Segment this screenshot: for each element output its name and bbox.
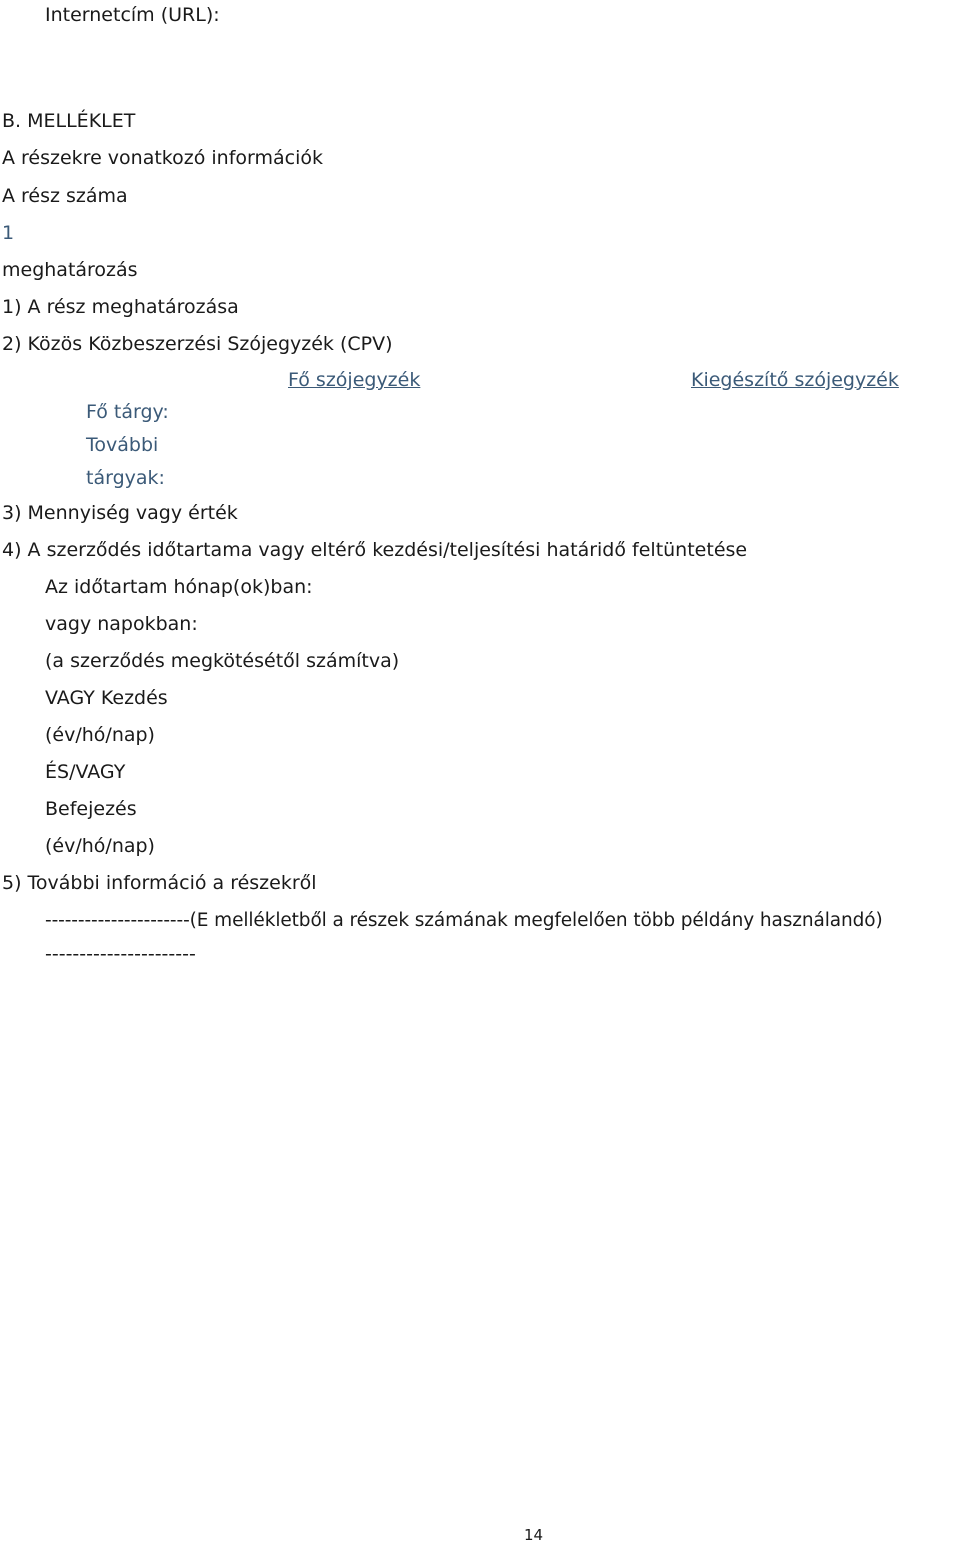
duration-days: vagy napokban:	[45, 613, 198, 635]
item-4-duration: 4) A szerződés időtartama vagy eltérő kezdési/teljesítési határidő feltüntetése	[2, 539, 748, 561]
item-2-cpv: 2) Közös Közbeszerzési Szójegyzék (CPV)	[2, 333, 393, 355]
duration-date-format-start: (év/hó/nap)	[45, 724, 155, 746]
item-3-quantity: 3) Mennyiség vagy érték	[2, 502, 238, 524]
duration-end: Befejezés	[45, 798, 137, 820]
cpv-supplementary-vocabulary-header: Kiegészítő szójegyzék	[691, 369, 899, 391]
cpv-additional-subject-label-2: tárgyak:	[86, 467, 165, 489]
duration-and-or: ÉS/VAGY	[45, 761, 126, 783]
cpv-main-subject-label: Fő tárgy:	[86, 401, 169, 423]
part-number-label: A rész száma	[2, 185, 128, 207]
annex-subtitle: A részekre vonatkozó információk	[2, 147, 324, 169]
duration-months: Az időtartam hónap(ok)ban:	[45, 576, 313, 598]
duration-from-contract: (a szerződés megkötésétől számítva)	[45, 650, 400, 672]
footer-note-line-2: ----------------------	[45, 943, 196, 965]
page-number: 14	[524, 1526, 544, 1544]
annex-heading: B. MELLÉKLET	[2, 110, 136, 132]
cpv-main-vocabulary-header: Fő szójegyzék	[288, 369, 421, 391]
item-5-additional-info: 5) További információ a részekről	[2, 872, 317, 894]
definition-label: meghatározás	[2, 259, 138, 281]
url-label: Internetcím (URL):	[45, 4, 220, 26]
duration-or-start: VAGY Kezdés	[45, 687, 168, 709]
part-number-value: 1	[2, 222, 15, 244]
footer-note-line-1: ----------------------(E mellékletből a részek számának megfelelően több példány használandó)	[45, 910, 883, 931]
item-1-part-definition: 1) A rész meghatározása	[2, 296, 239, 318]
cpv-additional-subject-label-1: További	[86, 434, 159, 456]
duration-date-format-end: (év/hó/nap)	[45, 835, 155, 857]
